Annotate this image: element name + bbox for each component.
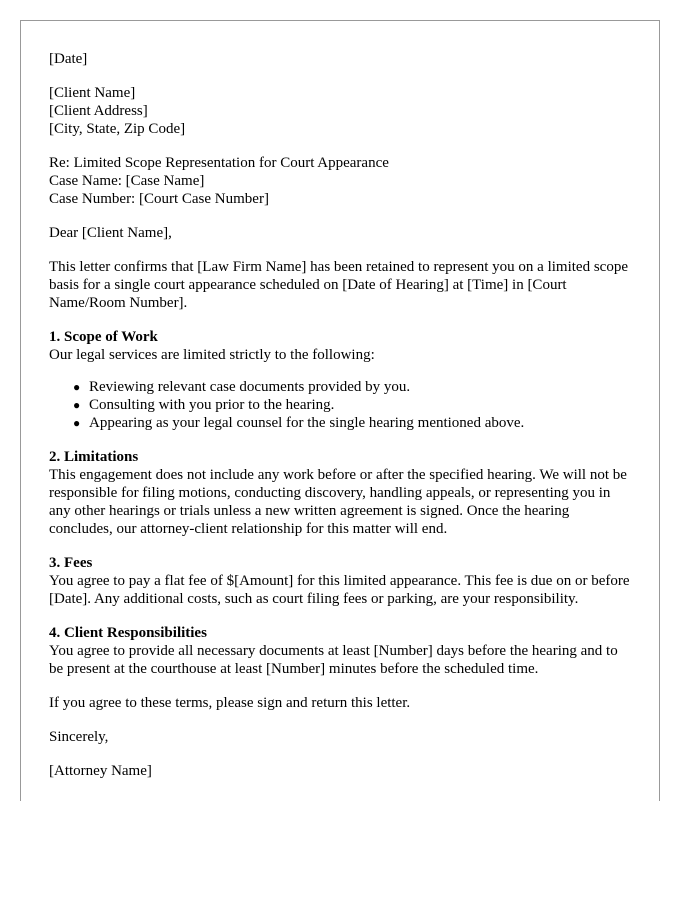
letter-page (20, 20, 660, 801)
scope-section (49, 328, 631, 364)
date-block (49, 50, 631, 68)
client-address: [Client Address] (49, 103, 148, 119)
salutation: Dear [Client Name], (49, 225, 172, 241)
fees-heading: 3. Fees (49, 555, 93, 571)
list-item (73, 396, 631, 414)
letter-date: [Date] (49, 51, 88, 67)
fees-body: You agree to pay a flat fee of $[Amount] for this limited appearance. This fee is due on or before [Date]. Any additional costs, such as court filing fees or parking, are your responsibility. (49, 573, 630, 607)
intro-block (49, 258, 631, 312)
signature-block (49, 762, 631, 780)
closing-instruction-block (49, 694, 631, 712)
limitations-section (49, 448, 631, 538)
client-address-block (49, 84, 631, 138)
list-item (73, 414, 631, 432)
intro-paragraph: This letter confirms that [Law Firm Name] has been retained to represent you on a limited scope basis for a single court appearance scheduled on [Date of Hearing] at [Time] in [Court Name/Room Number]. (49, 259, 628, 311)
list-item (73, 378, 631, 396)
scope-item-text: Reviewing relevant case documents provided by you. (89, 379, 411, 395)
responsibilities-heading: 4. Client Responsibilities (49, 625, 207, 641)
limitations-heading: 2. Limitations (49, 449, 139, 465)
scope-item-text: Appearing as your legal counsel for the single hearing mentioned above. (89, 415, 525, 431)
limitations-body: This engagement does not include any work before or after the specified hearing. We will not be responsible for filing motions, conducting discovery, handling appeals, or representing you in any other hearings or trials unless a new written agreement is signed. Once the hearing concludes, our attorney-client relationship for this matter will end. (49, 467, 627, 537)
responsibilities-body: You agree to provide all necessary documents at least [Number] days before the hearing and to be present at the courthouse at least [Number] minutes before the scheduled time. (49, 643, 618, 677)
responsibilities-section (49, 624, 631, 678)
scope-heading: 1. Scope of Work (49, 329, 158, 345)
re-block (49, 154, 631, 208)
client-city-state-zip: [City, State, Zip Code] (49, 121, 186, 137)
case-number-line: Case Number: [Court Case Number] (49, 191, 269, 207)
re-line: Re: Limited Scope Representation for Court Appearance (49, 155, 389, 171)
fees-section (49, 554, 631, 608)
closing-instruction: If you agree to these terms, please sign and return this letter. (49, 695, 411, 711)
scope-body: Our legal services are limited strictly to the following: (49, 347, 375, 363)
bullet-icon: ● (73, 380, 81, 394)
attorney-name: [Attorney Name] (49, 763, 152, 779)
client-name: [Client Name] (49, 85, 136, 101)
closing-block (49, 728, 631, 746)
case-name-line: Case Name: [Case Name] (49, 173, 205, 189)
closing: Sincerely, (49, 729, 109, 745)
scope-list (49, 378, 631, 432)
salutation-block (49, 224, 631, 242)
bullet-icon: ● (73, 416, 81, 430)
bullet-icon: ● (73, 398, 81, 412)
scope-item-text: Consulting with you prior to the hearing. (89, 397, 335, 413)
